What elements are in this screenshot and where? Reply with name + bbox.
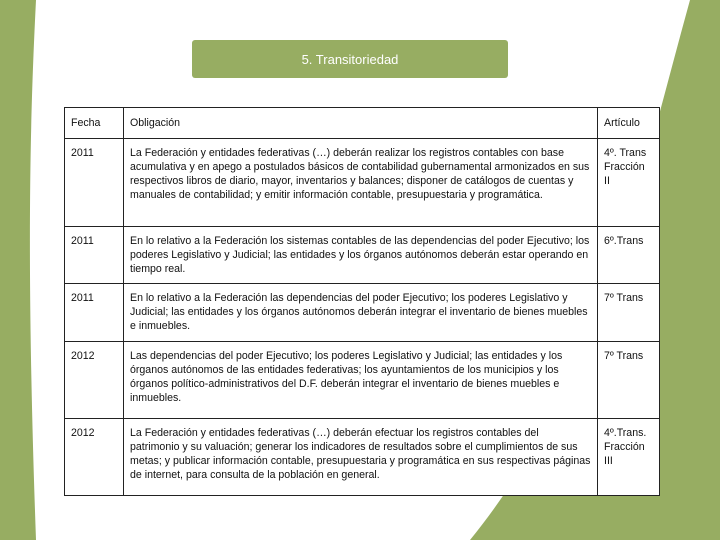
cell-fecha: 2011	[65, 284, 124, 341]
table-row	[65, 227, 660, 284]
header-obligacion: Obligación	[124, 108, 598, 139]
table-row	[65, 418, 660, 495]
cell-fecha: 2011	[65, 227, 124, 284]
obligations-table	[64, 107, 660, 496]
header-fecha: Fecha	[65, 108, 124, 139]
cell-obligacion: La Federación y entidades federativas (…) deberán realizar los registros contables con base acumulativa y en apego a postulados básicos de contabilidad gubernamental armonizados en sus respectivos libros de diario, mayor, inventarios y balances; disponer de catálogos de cuentas y manuales de contabilidad; y emitir información contable, presupuestaria y programática.	[124, 139, 598, 227]
cell-articulo: 4º.Trans. Fracción III	[598, 418, 660, 495]
cell-articulo: 7º Trans	[598, 284, 660, 341]
cell-fecha: 2012	[65, 418, 124, 495]
table-row	[65, 284, 660, 341]
table-header-row	[65, 108, 660, 139]
cell-articulo: 7º Trans	[598, 341, 660, 418]
table-row	[65, 139, 660, 227]
section-title: 5. Transitoriedad	[192, 40, 508, 78]
cell-fecha: 2012	[65, 341, 124, 418]
cell-obligacion: Las dependencias del poder Ejecutivo; los poderes Legislativo y Judicial; las entidades y los órganos autónomos de las entidades federativas; los ayuntamientos de los municipios y los órganos político-administrativos del D.F. deberán integrar el inventario de bienes muebles e inmuebles.	[124, 341, 598, 418]
left-green-shape	[0, 0, 36, 540]
cell-obligacion: La Federación y entidades federativas (…) deberán efectuar los registros contables del patrimonio y su valuación; generar los indicadores de resultados sobre el cumplimientos de sus metas; y publicar información contable, presupuestaria y programática en sus respectivas páginas de internet, para consulta de la población en general.	[124, 418, 598, 495]
cell-fecha: 2011	[65, 139, 124, 227]
cell-obligacion: En lo relativo a la Federación las dependencias del poder Ejecutivo; los poderes Legislativo y Judicial; las entidades y los órganos autónomos deberán integrar el inventario de bienes muebles e inmuebles.	[124, 284, 598, 341]
cell-obligacion: En lo relativo a la Federación los sistemas contables de las dependencias del poder Ejecutivo; los poderes Legislativo y Judicial; las entidades y los órganos autónomos deberán estar operando en tiempo real.	[124, 227, 598, 284]
header-articulo: Artículo	[598, 108, 660, 139]
cell-articulo: 6º.Trans	[598, 227, 660, 284]
cell-articulo: 4º. Trans Fracción II	[598, 139, 660, 227]
table-row	[65, 341, 660, 418]
